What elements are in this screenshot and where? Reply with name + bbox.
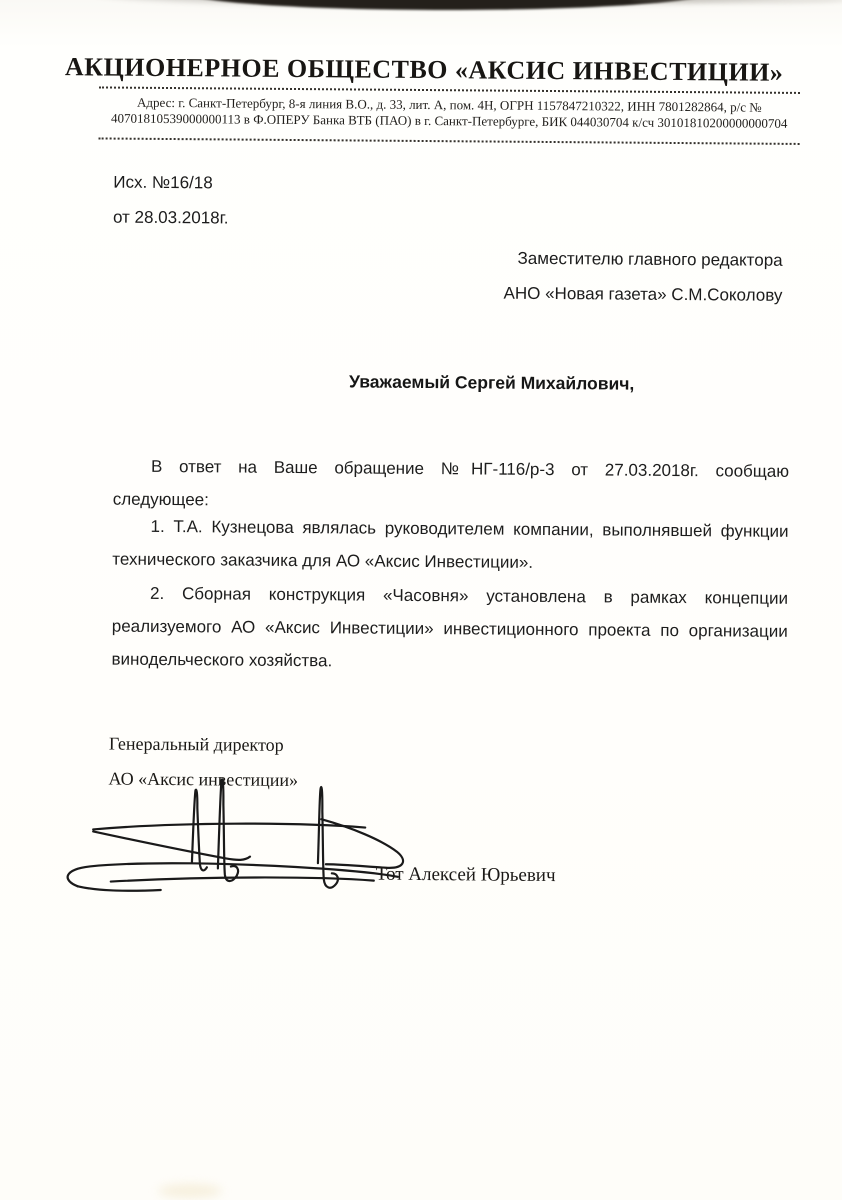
letterhead-divider-bottom	[99, 137, 800, 145]
recipient-position: Заместителю главного редактора	[517, 248, 783, 270]
outgoing-number: Исх. №16/18	[113, 172, 213, 193]
body-paragraph-point-1	[112, 510, 788, 581]
letter-date: от 28.03.2018г.	[112, 207, 229, 228]
salutation: Уважаемый Сергей Михайлович,	[349, 371, 635, 394]
recipient-block	[503, 241, 782, 313]
company-address	[99, 94, 800, 131]
company-address-line2: 40701810539000000113 в Ф.ОПЕРУ Банка ВТБ (ПАО) в г. Санкт-Петербурге, БИК 044030704 к/сч 30101810200000000704	[111, 110, 788, 131]
signatory-company: АО «Аксис инвестиции»	[108, 768, 299, 791]
recipient-name: АНО «Новая газета» С.М.Соколову	[503, 283, 783, 305]
signatory-position: Генеральный директор	[108, 733, 284, 755]
text-line: винодельческого хозяйства.	[111, 649, 333, 671]
text-line: 1. Т.А. Кузнецова являлась руководителем компании, выполнявшей функции	[150, 516, 789, 541]
body-paragraph-point-2	[111, 577, 788, 681]
signatory-name: Тот Алексей Юрьевич	[375, 863, 556, 887]
text-line: 2. Сборная конструкция «Часовня» установлена в рамках концепции	[149, 583, 789, 608]
text-line: следующее:	[112, 489, 209, 510]
company-name: АКЦИОНЕРНОЕ ОБЩЕСТВО «АКСИС ИНВЕСТИЦИИ»	[64, 52, 784, 87]
company-address-line1: Адрес: г. Санкт-Петербург, 8-я линия В.О., д. 33, лит. А, пом. 4Н, ОГРН 1157847210322, ИНН 7801282864, р/с №	[136, 94, 762, 115]
text-line: реализуемого АО «Аксис Инвестиции» инвестиционного проекта по организации	[111, 616, 788, 641]
letterhead-divider-top	[99, 86, 800, 94]
text-line: В ответ на Ваше обращение №НГ-116/р-3 от 27.03.2018г. сообщаю	[150, 456, 790, 481]
reference-block	[113, 165, 229, 236]
text-line: технического заказчика для АО «Аксис Инвестиции».	[112, 549, 534, 572]
